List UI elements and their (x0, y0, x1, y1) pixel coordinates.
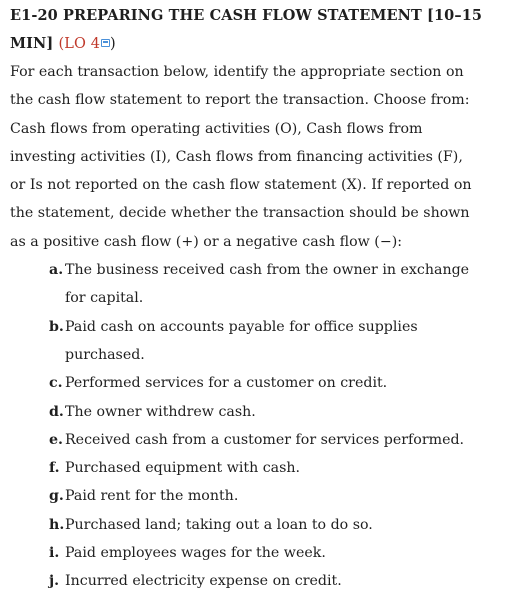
item-letter: c. (49, 375, 63, 392)
item-text: Paid rent for the month. (65, 488, 239, 505)
instructions-line: investing activities (I), Cash flows from financing activities (F), (10, 148, 463, 165)
exercise-number: E1-20 (10, 7, 58, 24)
instructions-line: For each transaction below, identify the appropriate section on (10, 64, 464, 80)
item-letter: e. (49, 431, 63, 448)
item-letter: f. (49, 460, 60, 477)
transaction-item-g (49, 482, 503, 510)
transaction-list (10, 256, 503, 596)
item-letter: g. (49, 488, 64, 505)
exercise-title-line1: PREPARING THE CASH FLOW STATEMENT [10–15 (63, 7, 483, 24)
item-letter: j. (49, 573, 60, 590)
item-letter: i. (49, 545, 60, 562)
item-text: Paid employees wages for the week. (65, 545, 326, 562)
item-letter: d. (49, 403, 64, 420)
transaction-item-e (49, 426, 503, 454)
learning-objective-close: ) (110, 36, 116, 52)
transaction-item-h (49, 511, 503, 539)
item-text: Received cash from a customer for services performed. (65, 431, 465, 448)
ebook-icon[interactable] (101, 39, 110, 47)
transaction-item-b (49, 313, 503, 370)
item-text: Performed services for a customer on credit. (65, 375, 388, 392)
transaction-item-i (49, 539, 503, 567)
exercise-heading (10, 0, 503, 58)
instructions-line: or Is not reported on the cash flow statement (X). If reported on (10, 177, 472, 194)
item-text: Purchased land; taking out a loan to do so. (65, 516, 373, 533)
transaction-item-d (49, 398, 503, 426)
item-text: Paid cash on accounts payable for office supplies purchased. (65, 318, 418, 363)
learning-objective-link[interactable] (59, 36, 111, 52)
instructions-line: the statement, decide whether the transaction should be shown (10, 205, 470, 222)
instructions (10, 58, 503, 256)
item-text: The business received cash from the owner in exchange for capital. (65, 262, 470, 307)
item-letter: b. (49, 318, 64, 335)
instructions-line: Cash flows from operating activities (O), Cash flows from (10, 120, 423, 137)
instructions-line: as a positive cash flow (+) or a negative cash flow (−): (10, 233, 403, 250)
exercise-title-line2: MIN] (10, 35, 54, 52)
transaction-item-c (49, 369, 503, 397)
instructions-line: the cash flow statement to report the transaction. Choose from: (10, 92, 470, 109)
transaction-item-f (49, 454, 503, 482)
item-letter: h. (49, 516, 65, 533)
transaction-item-a (49, 256, 503, 313)
item-text: Incurred electricity expense on credit. (65, 573, 342, 590)
learning-objective-label: (LO 4 (58, 36, 101, 52)
item-text: Purchased equipment with cash. (65, 460, 301, 477)
transaction-item-j (49, 567, 503, 595)
item-letter: a. (49, 262, 64, 279)
item-text: The owner withdrew cash. (65, 403, 256, 420)
